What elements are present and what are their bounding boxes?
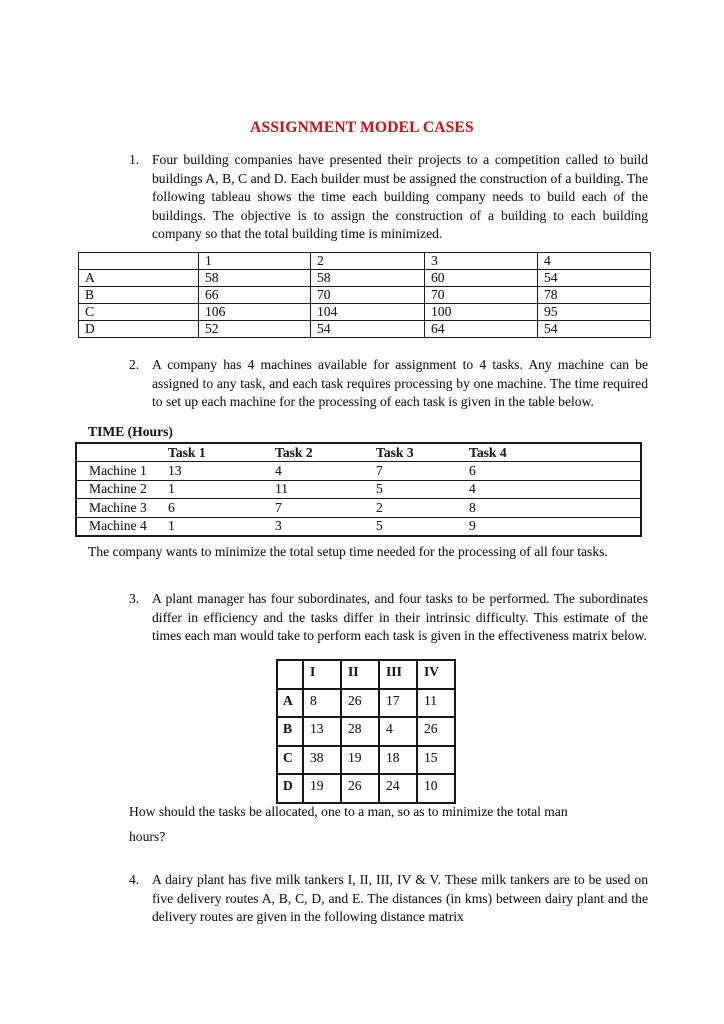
value-cell: 19	[303, 774, 341, 803]
row-label-cell: A	[277, 689, 303, 718]
value-cell: 58	[311, 270, 425, 287]
value-cell: 106	[199, 304, 311, 321]
table-row	[277, 774, 455, 803]
value-cell: 66	[199, 287, 311, 304]
header-cell	[277, 660, 303, 689]
value-cell: 11	[261, 480, 364, 498]
value-cell: 17	[379, 689, 417, 718]
value-cell: 9	[467, 517, 641, 536]
value-cell: 54	[538, 270, 651, 287]
value-cell: 104	[311, 304, 425, 321]
value-cell: 58	[199, 270, 311, 287]
row-label-cell: B	[277, 717, 303, 746]
value-cell: 13	[156, 462, 261, 480]
header-cell: 3	[425, 253, 538, 270]
value-cell: 4	[379, 717, 417, 746]
row-label-cell: B	[79, 287, 199, 304]
table-row	[76, 480, 641, 498]
header-cell: Task 1	[156, 443, 261, 462]
value-cell: 1	[156, 480, 261, 498]
problem-4	[129, 871, 648, 927]
value-cell: 5	[364, 480, 467, 498]
row-label-cell: Machine 2	[76, 480, 156, 498]
value-cell: 15	[417, 746, 455, 775]
value-cell: 3	[261, 517, 364, 536]
value-cell: 26	[341, 774, 379, 803]
problem-4-number: 4.	[129, 872, 140, 887]
value-cell: 1	[156, 517, 261, 536]
problem-3-question-line1: How should the tasks be allocated, one to a man, so as to minimize the total man	[129, 804, 568, 819]
table-row	[277, 717, 455, 746]
value-cell: 28	[341, 717, 379, 746]
row-label-cell: C	[277, 746, 303, 775]
row-label-cell: Machine 1	[76, 462, 156, 480]
row-label-cell: A	[79, 270, 199, 287]
value-cell: 5	[364, 517, 467, 536]
value-cell: 52	[199, 321, 311, 338]
value-cell: 38	[303, 746, 341, 775]
value-cell: 26	[341, 689, 379, 718]
value-cell: 54	[311, 321, 425, 338]
value-cell: 2	[364, 499, 467, 517]
value-cell: 7	[364, 462, 467, 480]
problem-2-note: The company wants to minimize the total setup time needed for the processing of all four tasks.	[88, 544, 608, 559]
header-cell: 4	[538, 253, 651, 270]
value-cell: 18	[379, 746, 417, 775]
problem-2-text: A company has 4 machines available for assignment to 4 tasks. Any machine can be assigned to any task, and each task requires processing by one machine. The time required to set up each machine for the processing of each task is given in the table below.	[152, 357, 648, 409]
value-cell: 13	[303, 717, 341, 746]
header-cell: Task 4	[467, 443, 641, 462]
header-cell: Task 2	[261, 443, 364, 462]
building-time-table	[78, 252, 651, 338]
problem-4-text: A dairy plant has five milk tankers I, II, III, IV & V. These milk tankers are to be used on five delivery routes A, B, C, D, and E. The distances (in kms) between dairy plant and the delivery routes are given in the following distance matrix	[152, 872, 648, 924]
table-row	[76, 499, 641, 517]
table-row	[76, 517, 641, 536]
machine-task-time-table	[75, 442, 642, 537]
value-cell: 70	[311, 287, 425, 304]
value-cell: 64	[425, 321, 538, 338]
problem-1-number: 1.	[129, 152, 140, 167]
table-row	[79, 304, 651, 321]
value-cell: 24	[379, 774, 417, 803]
effectiveness-matrix-table	[276, 659, 456, 804]
header-cell: III	[379, 660, 417, 689]
header-cell: IV	[417, 660, 455, 689]
table-row	[76, 462, 641, 480]
value-cell: 100	[425, 304, 538, 321]
problem-1	[129, 151, 648, 244]
problem-3	[129, 590, 648, 646]
value-cell: 8	[303, 689, 341, 718]
value-cell: 78	[538, 287, 651, 304]
problem-2	[129, 356, 648, 412]
table-header-row	[277, 660, 455, 689]
value-cell: 54	[538, 321, 651, 338]
value-cell: 70	[425, 287, 538, 304]
table-row	[79, 321, 651, 338]
table-header-row	[79, 253, 651, 270]
header-cell	[76, 443, 156, 462]
table-row	[277, 746, 455, 775]
row-label-cell: C	[79, 304, 199, 321]
header-cell: II	[341, 660, 379, 689]
table-row	[79, 270, 651, 287]
problem-1-text: Four building companies have presented their projects to a competition called to build buildings A, B, C and D. Each builder must be assigned the construction of a building. The following tableau shows the time each building company needs to build each of the buildings. The objective is to assign the construction of a building to each building company so that the total building time is minimized.	[152, 152, 648, 241]
header-cell: Task 3	[364, 443, 467, 462]
value-cell: 7	[261, 499, 364, 517]
table-header-row	[76, 443, 641, 462]
header-cell	[79, 253, 199, 270]
value-cell: 26	[417, 717, 455, 746]
value-cell: 10	[417, 774, 455, 803]
time-table-caption: TIME (Hours)	[88, 424, 173, 439]
problem-2-number: 2.	[129, 357, 140, 372]
row-label-cell: Machine 3	[76, 499, 156, 517]
value-cell: 60	[425, 270, 538, 287]
page-title: ASSIGNMENT MODEL CASES	[250, 119, 474, 136]
problem-3-text: A plant manager has four subordinates, and four tasks to be performed. The subordinates differ in efficiency and the tasks differ in their intrinsic difficulty. This estimate of the times each man would take to perform each task is given in the effectiveness matrix below.	[152, 591, 648, 643]
value-cell: 4	[467, 480, 641, 498]
problem-3-question-line2: hours?	[129, 829, 166, 844]
value-cell: 4	[261, 462, 364, 480]
problem-3-number: 3.	[129, 591, 140, 606]
table-row	[277, 689, 455, 718]
value-cell: 6	[467, 462, 641, 480]
value-cell: 19	[341, 746, 379, 775]
header-cell: I	[303, 660, 341, 689]
value-cell: 8	[467, 499, 641, 517]
row-label-cell: D	[277, 774, 303, 803]
table-row	[79, 287, 651, 304]
header-cell: 1	[199, 253, 311, 270]
value-cell: 95	[538, 304, 651, 321]
value-cell: 6	[156, 499, 261, 517]
problem-3-question	[129, 804, 648, 845]
row-label-cell: D	[79, 321, 199, 338]
value-cell: 11	[417, 689, 455, 718]
row-label-cell: Machine 4	[76, 517, 156, 536]
header-cell: 2	[311, 253, 425, 270]
